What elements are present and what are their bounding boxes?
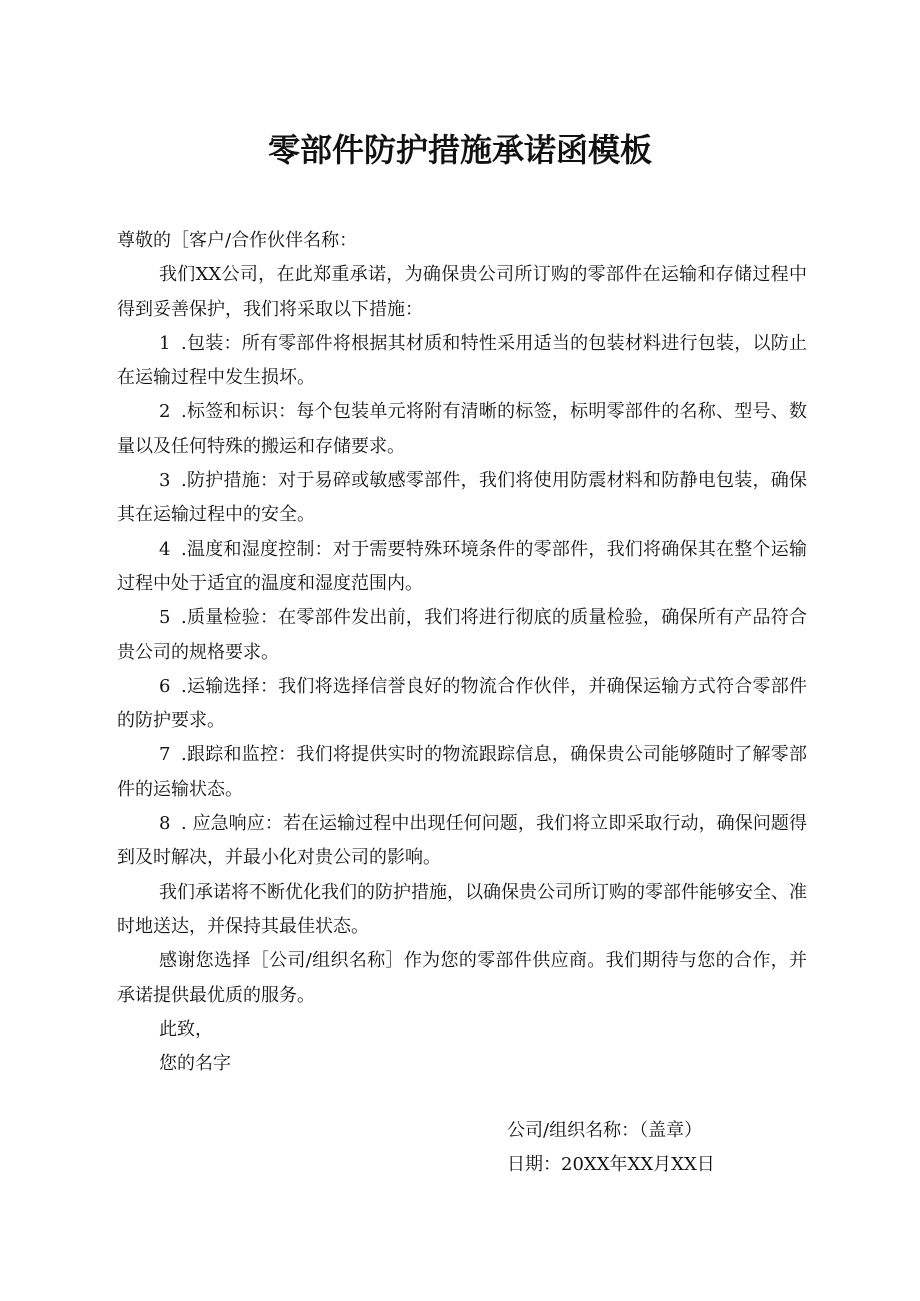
measure-item-7 <box>117 738 807 807</box>
item-text: .标签和标识：每个包装单元将附有清晰的标签，标明零部件的名称、型号、数量以及任何特殊的搬运和存储要求。 <box>117 401 807 457</box>
measure-item-2 <box>117 395 807 464</box>
your-name: 您的名字 <box>159 1053 231 1075</box>
item-number: 2 <box>159 401 171 423</box>
item-text: . 应急响应：若在运输过程中出现任何问题，我们将立即采取行动，确保问题得到及时解决，并最小化对贵公司的影响。 <box>117 813 807 869</box>
item-number: 4 <box>159 538 171 560</box>
item-number: 7 <box>159 744 171 766</box>
measure-item-6 <box>117 670 807 739</box>
item-number: 5 <box>159 607 171 629</box>
signature-block <box>507 1114 715 1182</box>
company-signature-line: 公司/组织名称：（盖章） <box>507 1120 703 1141</box>
measure-item-4 <box>117 533 807 602</box>
item-text: .防护措施：对于易碎或敏感零部件，我们将使用防震材料和防静电包装，确保其在运输过程中的安全。 <box>117 470 807 526</box>
date-line: 日期：20XX年XX月XX日 <box>507 1154 715 1175</box>
item-number: 6 <box>159 675 171 697</box>
item-text: .运输选择：我们将选择信誉良好的物流合作伙伴，并确保运输方式符合零部件的防护要求。 <box>117 675 807 732</box>
document-title: 零部件防护措施承诺函模板 <box>267 131 652 169</box>
intro-paragraph: 我们XX公司，在此郑重承诺，为确保贵公司所订购的零部件在运输和存储过程中得到妥善保护，我们将采取以下措施： <box>117 264 807 320</box>
measure-item-1 <box>117 327 807 396</box>
measure-item-8 <box>117 807 807 876</box>
item-text: .跟踪和监控：我们将提供实时的物流跟踪信息，确保贵公司能够随时了解零部件的运输状态。 <box>117 744 807 800</box>
item-number: 8 <box>159 813 171 835</box>
letter-body <box>117 224 807 1081</box>
measure-item-5 <box>117 601 807 670</box>
greeting: 尊敬的［客户/合作伙伴名称： <box>117 230 358 251</box>
item-text: .温度和湿度控制：对于需要特殊环境条件的零部件，我们将确保其在整个运输过程中处于适宜的温度和湿度范围内。 <box>117 538 807 594</box>
commitment-paragraph: 我们承诺将不断优化我们的防护措施，以确保贵公司所订购的零部件能够安全、准时地送达，并保持其最佳状态。 <box>117 881 807 937</box>
thanks-paragraph: 感谢您选择［公司/组织名称］作为您的零部件供应商。我们期待与您的合作，并承诺提供最优质的服务。 <box>117 950 807 1006</box>
measure-item-3 <box>117 464 807 533</box>
item-number: 1 <box>159 332 171 354</box>
item-text: .包装：所有零部件将根据其材质和特性采用适当的包装材料进行包装，以防止在运输过程中发生损坏。 <box>117 332 807 389</box>
closing: 此致， <box>159 1018 213 1040</box>
item-number: 3 <box>159 470 171 492</box>
item-text: .质量检验：在零部件发出前，我们将进行彻底的质量检验，确保所有产品符合贵公司的规格要求。 <box>117 607 807 663</box>
